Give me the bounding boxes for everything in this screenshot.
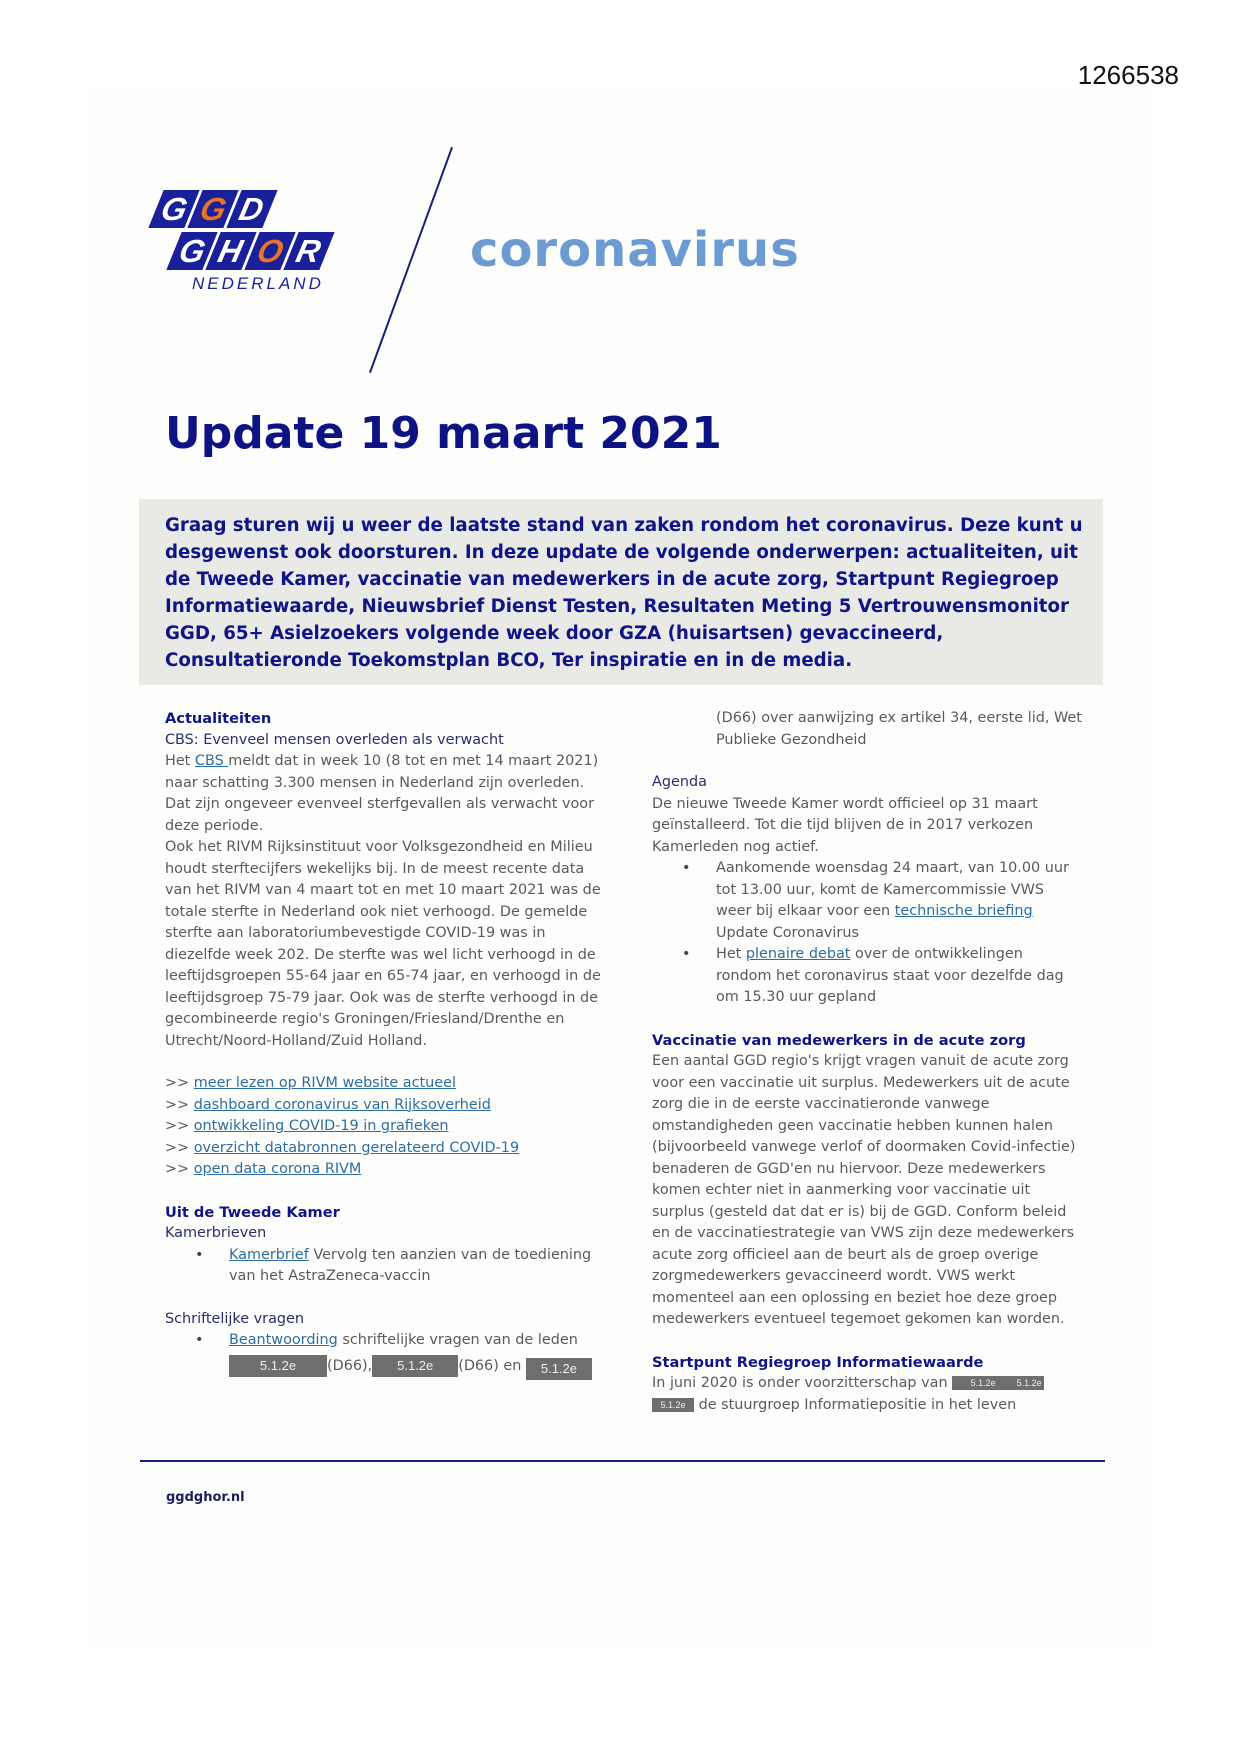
grafieken-link[interactable]: ontwikkeling COVID-19 in grafieken [193, 1118, 449, 1134]
left-column [165, 708, 605, 1380]
logo-tile: G [166, 232, 217, 270]
logo-tile: R [283, 232, 334, 270]
redaction-box: 5.1.2e [952, 1376, 1014, 1390]
agenda-text: De nieuwe Tweede Kamer wordt officieel op 31 maart geïnstalleerd. Tot die tijd blijven de in 2017 verkozen Kamerleden nog actief. [652, 795, 1038, 855]
link-item: >> overzicht databronnen gerelateerd COVID-19 [165, 1139, 520, 1156]
subheading-cbs: CBS: Evenveel mensen overleden als verwacht [165, 731, 504, 748]
redaction-box: 5.1.2e [652, 1398, 694, 1412]
paragraph-cbs: Het CBS meldt dat in week 10 (8 tot en met 14 maart 2021) naar schatting 3.300 mensen in Nederland zijn overleden. Dat zijn ongeveer evenveel sterfgevallen als verwacht voor deze periode. [165, 753, 599, 834]
logo-row-ghor [174, 232, 327, 270]
link-item: >> open data corona RIVM [165, 1161, 362, 1177]
intro-text: Graag sturen wij u weer de laatste stand van zaken rondom het coronavirus. Deze kunt u desgewenst ook doorsturen. In deze update de volgende onderwerpen: actualiteiten, uit de Tweede Kamer, vaccinatie van medewerkers in de acute zorg, Startpunt Regiegroep Informatiewaarde, Nieuwsbrief Dienst Testen, Resultaten Meting 5 Vertrouwensmonitor GGD, 65+ Asielzoekers volgende week door GZA (huisartsen) gevaccineerd, Consultatieronde Toekomstplan BCO, Ter inspiratie en in de media. [165, 515, 1083, 671]
list-item: • Kamerbrief Vervolg ten aanzien van de toediening van het AstraZeneca-vaccin [165, 1245, 605, 1288]
section-heading-tweede-kamer: Uit de Tweede Kamer [165, 1203, 340, 1221]
kamerbrieven-list [165, 1245, 605, 1288]
plenaire-debat-link[interactable]: plenaire debat [745, 946, 851, 962]
startpunt-text: In juni 2020 is onder voorzitterschap van 5.1.2e 5.1.2e 5.1.2e de stuurgroep Informatiepositie in het leven [652, 1373, 1082, 1416]
redaction-box: 5.1.2e [526, 1358, 592, 1380]
beantwoording-link[interactable]: Beantwoording [229, 1332, 338, 1348]
logo-tile: G [148, 190, 199, 228]
kamerbrief-link[interactable]: Kamerbrief [229, 1246, 309, 1263]
logo-tile: D [226, 190, 277, 228]
logo-tile: O [244, 232, 295, 270]
agenda-list [652, 858, 1082, 1009]
dashboard-link[interactable]: dashboard coronavirus van Rijksoverheid [193, 1096, 491, 1113]
redaction-box: 5.1.2e [372, 1355, 458, 1377]
list-item: • Het plenaire debat over de ontwikkelingen rondom het coronavirus staat voor dezelfde dag om 15.30 uur gepland [652, 944, 1082, 1009]
link-item: >> dashboard coronavirus van Rijksoverheid [165, 1096, 491, 1113]
link-item: >> meer lezen op RIVM website actueel [165, 1075, 456, 1091]
cbs-link[interactable]: CBS [194, 753, 229, 769]
ggd-ghor-logo [148, 190, 338, 300]
rivm-actueel-link[interactable]: meer lezen op RIVM website actueel [193, 1075, 456, 1091]
section-heading-startpunt: Startpunt Regiegroep Informatiewaarde [652, 1353, 984, 1371]
schriftelijke-vragen-label: Schriftelijke vragen [165, 1310, 304, 1327]
logo-row-ggd [156, 190, 270, 228]
databronnen-link[interactable]: overzicht databronnen gerelateerd COVID-19 [193, 1139, 520, 1156]
footer-divider [140, 1460, 1105, 1462]
page-title: Update 19 maart 2021 [165, 408, 722, 459]
technische-briefing-link[interactable]: technische briefing [894, 903, 1033, 919]
link-item: >> ontwikkeling COVID-19 in grafieken [165, 1118, 449, 1134]
paragraph-continuation: (D66) over aanwijzing ex artikel 34, eerste lid, Wet Publieke Gezondheid [716, 710, 1082, 748]
redaction-box: 5.1.2e [229, 1355, 327, 1377]
header-title: coronavirus [470, 222, 800, 278]
footer-website: ggdghor.nl [166, 1490, 245, 1505]
vaccinatie-text: Een aantal GGD regio's krijgt vragen vanuit de acute zorg voor een vaccinatie uit surplus. Medewerkers uit de acute zorg die in de eerste vaccinatieronde vanwege omstandigheden geen vaccinatie hebben kunnen halen (bijvoorbeeld vanwege verlof of doormaken Covid-infectie) benaderen de GGD'en nu hiervoor. Deze medewerkers komen echter niet in aanmerking voor vaccinatie uit surplus (gesteld dat dat er is) bij de GGD. Conform beleid en de vaccinatiestrategie van VWS zijn deze medewerkers acute zorg officieel aan de beurt als de groep overige zorgmedewerkers gevaccineerd wordt. VWS werkt momenteel aan een oplossing en beziet hoe deze groep medewerkers eventueel tegemoet gekomen kan worden. [652, 1053, 1076, 1327]
logo-tile: G [187, 190, 238, 228]
redaction-box: 5.1.2e [1014, 1376, 1044, 1390]
agenda-heading: Agenda [652, 774, 707, 790]
list-item: • Beantwoording schriftelijke vragen van de leden [165, 1330, 605, 1352]
list-item: • Aankomende woensdag 24 maart, van 10.00 uur tot 13.00 uur, komt de Kamercommissie VWS weer bij elkaar voor een technische briefing Update Coronavirus [652, 858, 1082, 944]
kamerbrieven-label: Kamerbrieven [165, 1225, 267, 1241]
redacted-names-line: 5.1.2e (D66), 5.1.2e (D66) en 5.1.2e [165, 1352, 605, 1380]
open-data-link[interactable]: open data corona RIVM [193, 1161, 362, 1177]
logo-tile: H [205, 232, 256, 270]
link-list [165, 1073, 605, 1181]
document-number: 1266538 [1077, 60, 1179, 90]
paragraph-rivm: Ook het RIVM Rijksinstituut voor Volksgezondheid en Milieu houdt sterftecijfers wekelijks bij. In de meest recente data van het RIVM van 4 maart tot en met 10 maart 2021 was de totale sterfte in Nederland ook niet verhoogd. De gemelde sterfte aan laboratoriumbevestigde COVID-19 was in diezelfde week 202. De sterfte was wel licht verhoogd in de leeftijdsgroepen 55-64 jaar en 65-74 jaar, en verhoogd in de leeftijdsgroep 75-79 jaar. Ook was de sterfte verhoogd in de gecombineerde regio's Groningen/Friesland/Drenthe en Utrecht/Noord-Holland/Zuid Holland. [165, 839, 601, 1049]
section-heading-actualiteiten: Actualiteiten [165, 710, 272, 727]
right-column [652, 708, 1082, 1416]
schriftelijke-vragen-list [165, 1330, 605, 1352]
section-heading-vaccinatie: Vaccinatie van medewerkers in de acute zorg [652, 1031, 1026, 1049]
logo-subtitle: NEDERLAND [192, 274, 324, 293]
